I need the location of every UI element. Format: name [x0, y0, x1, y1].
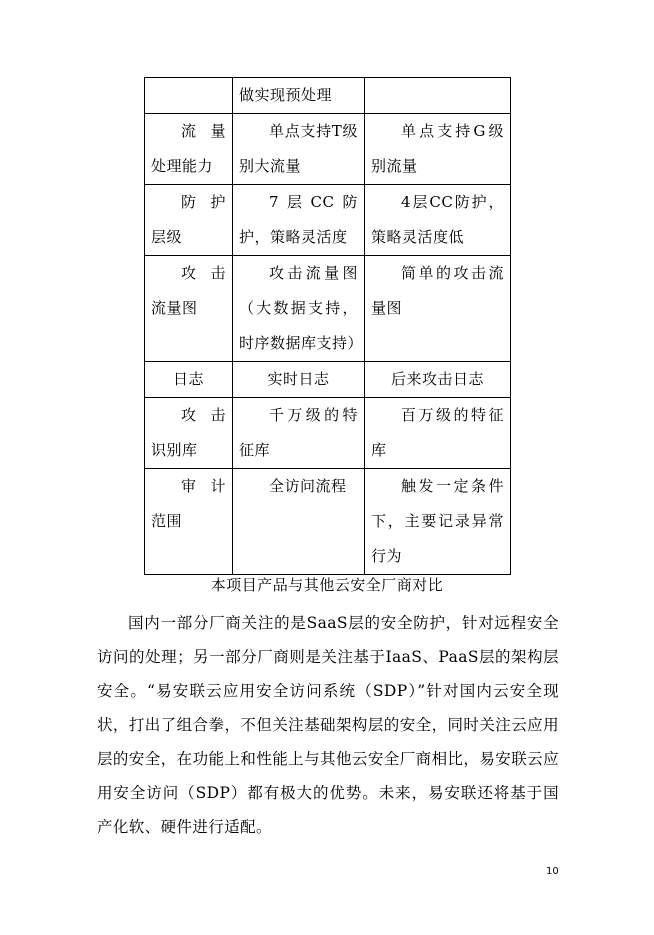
table-cell: 做实现预处理: [233, 78, 365, 114]
table-row: [145, 469, 511, 575]
table-cell: 日志: [145, 362, 233, 398]
table-cell: 实时日志: [233, 362, 365, 398]
body-text: [97, 606, 559, 844]
comparison-table: [144, 77, 511, 575]
paragraph: 国内一部分厂商关注的是SaaS层的安全防护，针对远程安全访问的处理；另一部分厂商则是关注基于IaaS、PaaS层的架构层安全。“易安联云应用安全访问系统（SDP）”针对国内云安全现状，打出了组合拳，不但关注基础架构层的安全，同时关注云应用层的安全，在功能上和性能上与其他云安全厂商相比，易安联云应用安全访问（SDP）都有极大的优势。未来，易安联还将基于国产化软、硬件进行适配。: [97, 614, 559, 836]
table-cell: 单点支持T级别大流量: [233, 114, 365, 185]
table-cell: 4层CC防护，策略灵活度低: [365, 185, 511, 256]
table-row: [145, 78, 511, 114]
page-number: 10: [546, 866, 559, 877]
table-cell: 千万级的特征库: [233, 398, 365, 469]
table-cell: [365, 78, 511, 114]
table-cell: 简单的攻击流量图: [365, 256, 511, 362]
table-cell: 全访问流程: [233, 469, 365, 575]
table-row: [145, 256, 511, 362]
table-cell: 审计范围: [145, 469, 233, 575]
table-cell: 7层CC防护，策略灵活度: [233, 185, 365, 256]
table-row: [145, 185, 511, 256]
table-cell: 攻击流量图: [145, 256, 233, 362]
table-row: [145, 114, 511, 185]
table-cell: 百万级的特征库: [365, 398, 511, 469]
table-cell: 防护层级: [145, 185, 233, 256]
table-cell: [145, 78, 233, 114]
table-cell: 攻击识别库: [145, 398, 233, 469]
table-cell: 攻击流量图（大数据支持，时序数据库支持）: [233, 256, 365, 362]
table-cell: 单点支持G级别流量: [365, 114, 511, 185]
table-caption: 本项目产品与其他云安全厂商对比: [210, 576, 444, 594]
table-cell: 流量处理能力: [145, 114, 233, 185]
table-cell: 触发一定条件下，主要记录异常行为: [365, 469, 511, 575]
table-cell: 后来攻击日志: [365, 362, 511, 398]
table-row: [145, 362, 511, 398]
table-row: [145, 398, 511, 469]
